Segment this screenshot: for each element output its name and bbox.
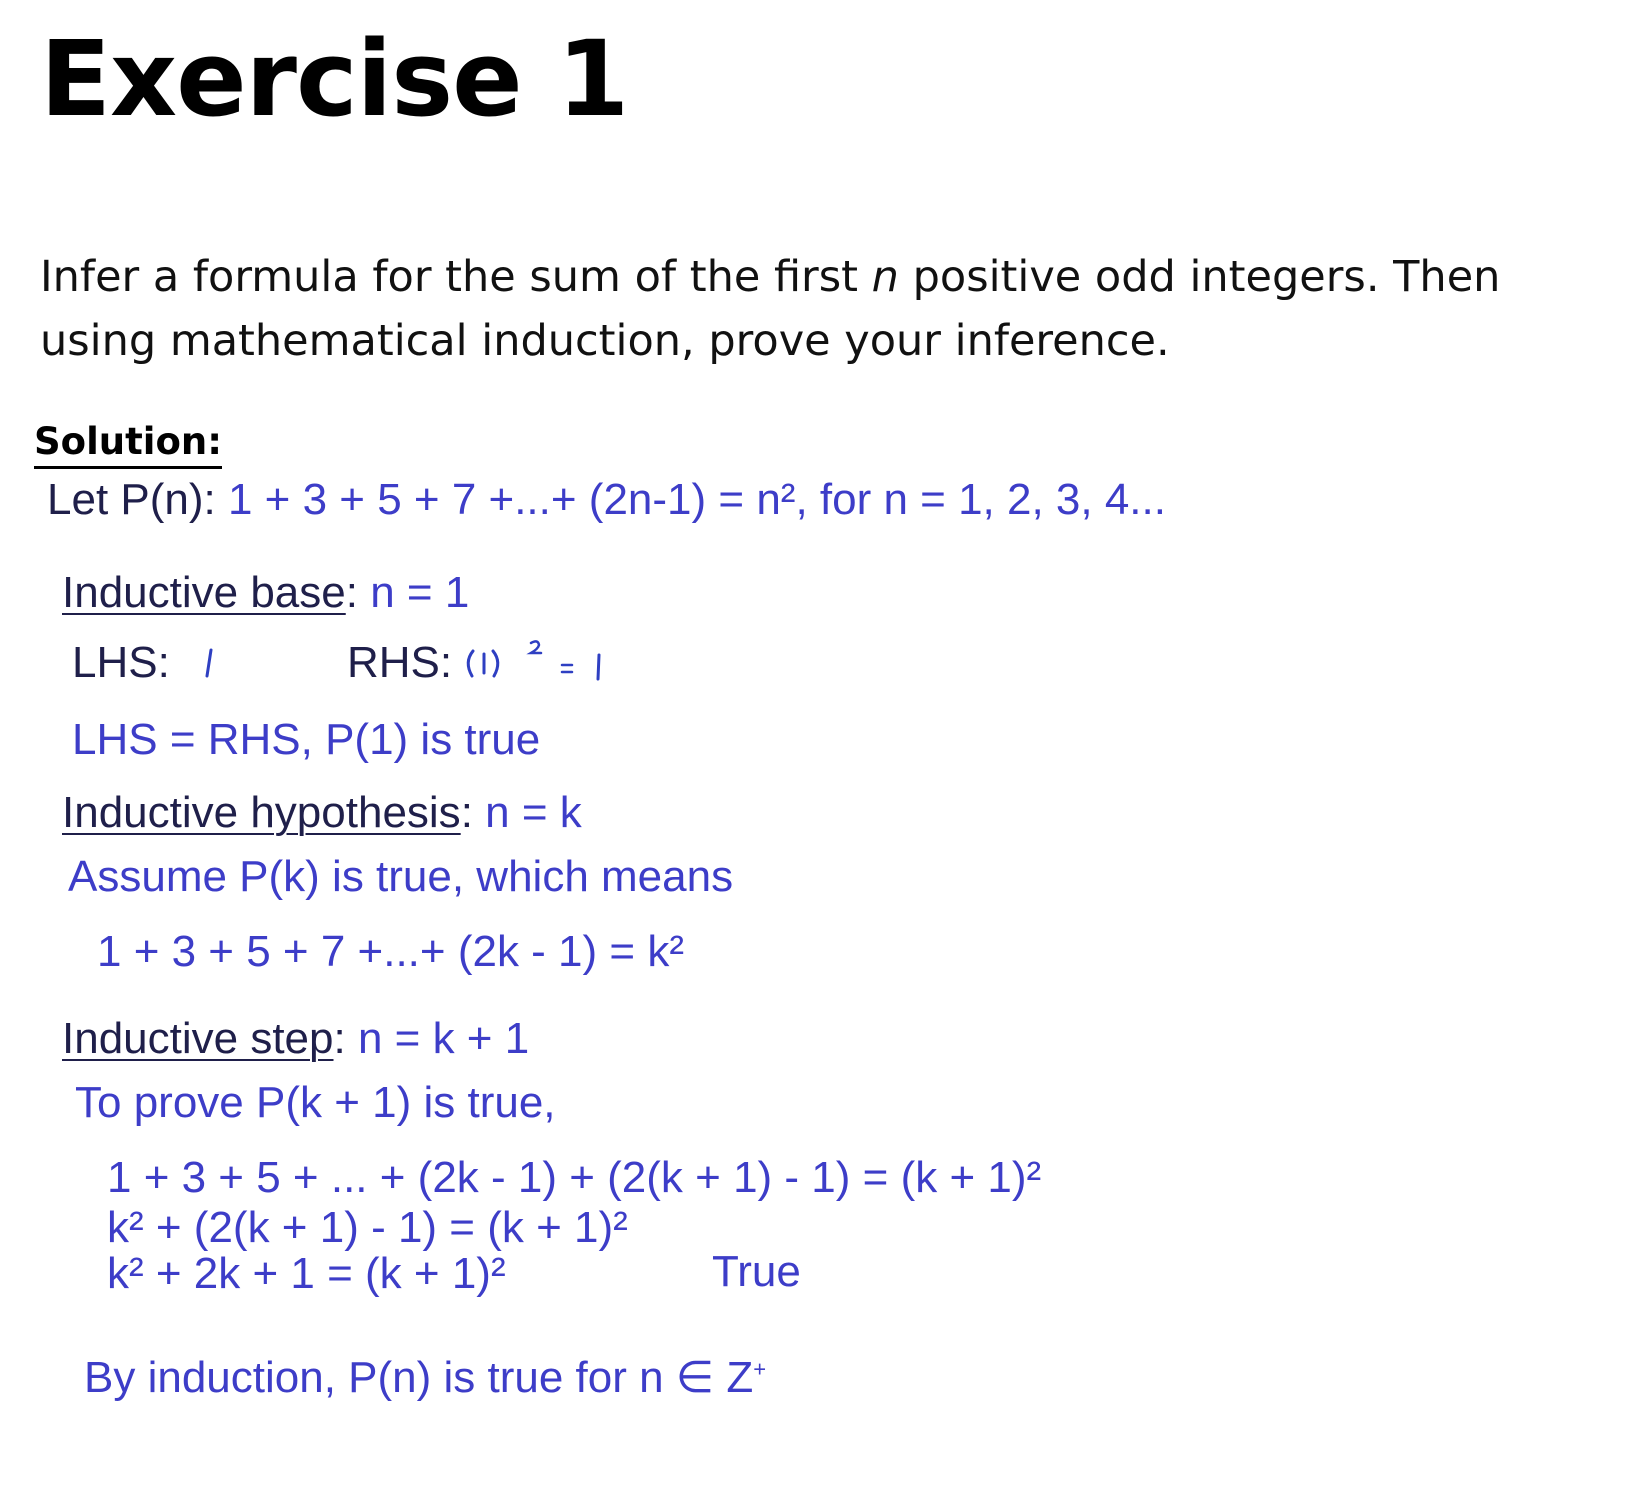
let-formula: 1 + 3 + 5 + 7 +...+ (2n-1) = n², for n = 1, 2, 3, 4... [215,475,1166,524]
step-equation-3: k² + 2k + 1 = (k + 1)² [107,1249,506,1298]
inductive-hypothesis-value: n = k [472,788,582,837]
question-text [40,245,1630,373]
inductive-hypothesis-label: Inductive hypothesis [62,788,461,837]
question-variable: n [871,252,899,302]
step-equation-1: 1 + 3 + 5 + ... + (2k - 1) + (2(k + 1) - 1) = (k + 1)² [107,1153,1042,1202]
step-true-label: True [712,1247,801,1296]
let-prefix: Let P(n): [47,475,216,524]
inductive-step-label: Inductive step [62,1014,334,1063]
solution-heading: Solution: [34,420,222,469]
base-conclusion: LHS = RHS, P(1) is true [72,715,541,764]
hypothesis-equation: 1 + 3 + 5 + 7 +...+ (2k - 1) = k² [97,927,684,976]
lhs-label: LHS: [72,638,170,687]
rhs-label: RHS: [347,638,453,687]
lhs-handwritten-value [200,648,220,680]
inductive-hypothesis-colon: : [460,788,473,837]
inductive-step-line [62,1014,529,1064]
inductive-base-label: Inductive base [62,568,346,617]
inductive-base-line [62,568,469,618]
integer-set-superscript: + [753,1356,767,1382]
inductive-base-colon: : [345,568,358,617]
final-conclusion-text: By induction, P(n) is true for n ∈ Z [84,1353,754,1402]
step-to-prove: To prove P(k + 1) is true, [75,1078,556,1127]
question-part2: positive odd integers. Then using mathematical induction, prove your inference. [40,252,1501,366]
inductive-step-value: n = k + 1 [345,1014,530,1063]
question-part1: Infer a formula for the sum of the first [40,252,872,302]
inductive-base-value: n = 1 [357,568,470,617]
final-conclusion [84,1352,766,1403]
let-statement [47,475,1166,525]
exercise-title: Exercise 1 [40,18,629,140]
hypothesis-assumption: Assume P(k) is true, which means [68,852,734,901]
step-equation-2: k² + (2(k + 1) - 1) = (k + 1)² [107,1203,628,1252]
inductive-hypothesis-line [62,788,582,838]
rhs-handwritten-value [460,638,620,688]
inductive-step-colon: : [333,1014,346,1063]
